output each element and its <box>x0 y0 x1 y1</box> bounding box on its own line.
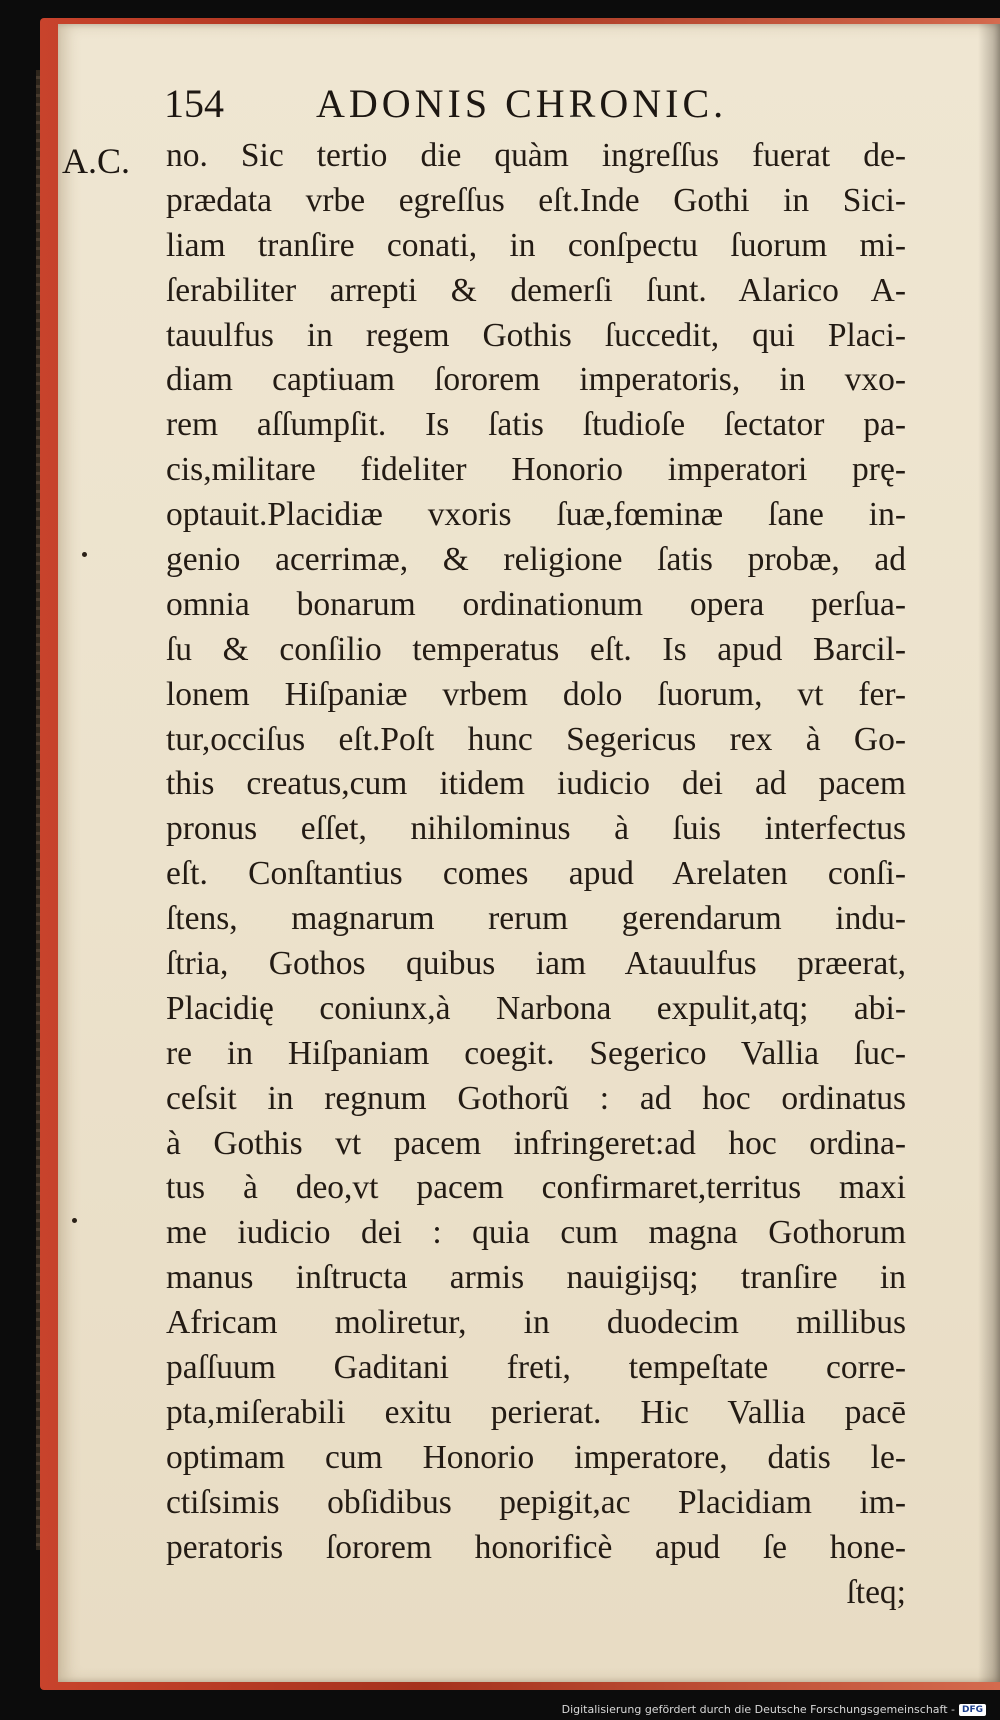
text-line: tauulfus in regem Gothis ſuccedit, qui Placi- <box>166 316 906 354</box>
ink-speck <box>82 552 87 557</box>
text-line: ſtria, Gothos quibus iam Atauulfus præerat, <box>166 945 906 983</box>
text-line: pronus eſſet, nihilominus à ſuis interfectus <box>166 810 906 848</box>
text-line: re in Hiſpaniam coegit. Segerico Vallia ſuc- <box>166 1034 906 1072</box>
running-head: ADONIS CHRONIC. <box>316 81 728 126</box>
text-line: lonem Hiſpaniæ vrbem dolo ſuorum, vt fer- <box>166 675 906 713</box>
text-line: tus à deo,vt pacem confirmaret,territus maxi <box>166 1169 906 1207</box>
text-line: rem aſſumpſit. Is ſatis ſtudioſe ſectator pa- <box>166 406 906 444</box>
margin-rule <box>36 70 40 1550</box>
text-line: Africam moliretur, in duodecim millibus <box>166 1304 906 1342</box>
text-line: eſt. Conſtantius comes apud Arelaten conſi- <box>166 855 906 893</box>
catchword: ſteq; <box>846 1573 906 1611</box>
text-line: peratoris ſororem honorificè apud ſe hone- <box>166 1528 906 1566</box>
text-line: ſu & conſilio temperatus eſt. Is apud Barcil- <box>166 630 906 668</box>
text-line: prædata vrbe egreſſus eſt.Inde Gothi in Sici- <box>166 181 906 219</box>
footer-credit-text: Digitalisierung gefördert durch die Deutsche Forschungsgemeinschaft - <box>561 1703 955 1716</box>
text-line: ſtens, magnarum rerum gerendarum indu- <box>166 900 906 938</box>
ink-speck <box>72 1218 77 1223</box>
text-line: Placidię coniunx,à Narbona expulit,atq; abi- <box>166 989 906 1027</box>
text-line: this creatus,cum itidem iudicio dei ad pacem <box>166 765 906 803</box>
text-line: me iudicio dei : quia cum magna Gothorum <box>166 1214 906 1252</box>
text-line: manus inſtructa armis nauigijsq; tranſire in <box>166 1259 906 1297</box>
text-line: à Gothis vt pacem infringeret:ad hoc ordina- <box>166 1124 906 1162</box>
text-line: optauit.Placidiæ vxoris ſuæ,fœminæ ſane in- <box>166 496 906 534</box>
text-line: paſſuum Gaditani freti, tempeſtate corre- <box>166 1349 906 1387</box>
text-line: liam tranſire conati, in conſpectu ſuorum mi- <box>166 226 906 264</box>
text-line: ceſsit in regnum Gothorũ : ad hoc ordinatus <box>166 1079 906 1117</box>
text-line: ſerabiliter arrepti & demerſi ſunt. Alarico A- <box>166 271 906 309</box>
text-line: cis,militare fideliter Honorio imperatori prę- <box>166 451 906 489</box>
text-line: tur,occiſus eſt.Poſt hunc Segericus rex à Go- <box>166 720 906 758</box>
text-line: omnia bonarum ordinationum opera perſua- <box>166 585 906 623</box>
text-line: ctiſsimis obſidibus pepigit,ac Placidiam im- <box>166 1483 906 1521</box>
dfg-logo: DFG <box>959 1704 986 1716</box>
text-line: optimam cum Honorio imperatore, datis le- <box>166 1438 906 1476</box>
body-text <box>166 134 906 1615</box>
text-line: no. Sic tertio die quàm ingreſſus fuerat de- <box>166 137 906 174</box>
text-line: pta,miſerabili exitu perierat. Hic Vallia pacē <box>166 1393 906 1431</box>
footer-credit <box>562 1703 986 1716</box>
text-line: diam captiuam ſororem imperatoris, in vxo- <box>166 361 906 399</box>
page-shadow <box>978 24 1000 1682</box>
margin-note: A.C. <box>62 141 131 181</box>
page-number: 154 <box>164 81 224 126</box>
text-line: genio acerrimæ, & religione ſatis probæ, ad <box>166 541 906 579</box>
